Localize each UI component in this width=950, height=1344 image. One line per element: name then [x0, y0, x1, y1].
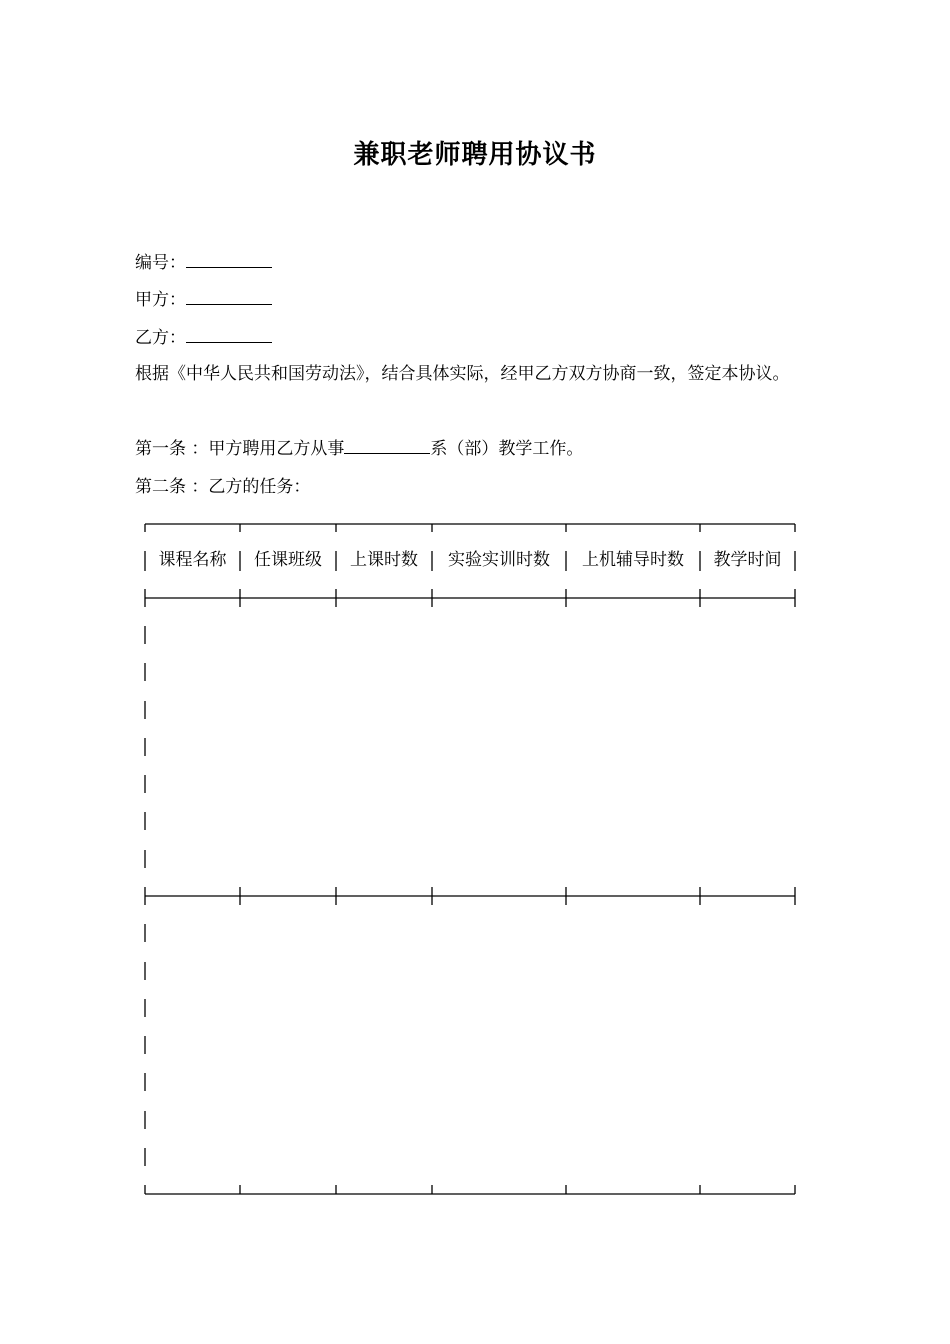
- table-header-course: 课程名称: [158, 550, 227, 570]
- table-header-teaching-time: 教学时间: [713, 550, 782, 570]
- table-header-lab-hours: 实验实训时数: [448, 550, 550, 570]
- article-2: 第二条 ：乙方的任务：: [135, 477, 311, 497]
- article-1-suffix: 系（部）教学工作。: [430, 439, 584, 459]
- field-party-b-label: 乙方：: [135, 328, 186, 348]
- table-header-tutor-hours: 上机辅导时数: [582, 550, 684, 570]
- table-header-hours: 上课时数: [350, 550, 418, 570]
- table-header-class: 任课班级: [254, 550, 322, 570]
- field-number-label: 编号：: [135, 253, 186, 273]
- field-party-a-label: 甲方：: [135, 290, 186, 310]
- intro-paragraph: 根据《中华人民共和国劳动法》，结合具体实际，经甲乙方双方协商一致，签定本协议。: [135, 364, 790, 384]
- document-title: 兼职老师聘用协议书: [353, 140, 597, 170]
- article-1-prefix: 第一条 ：甲方聘用乙方从事: [135, 439, 345, 459]
